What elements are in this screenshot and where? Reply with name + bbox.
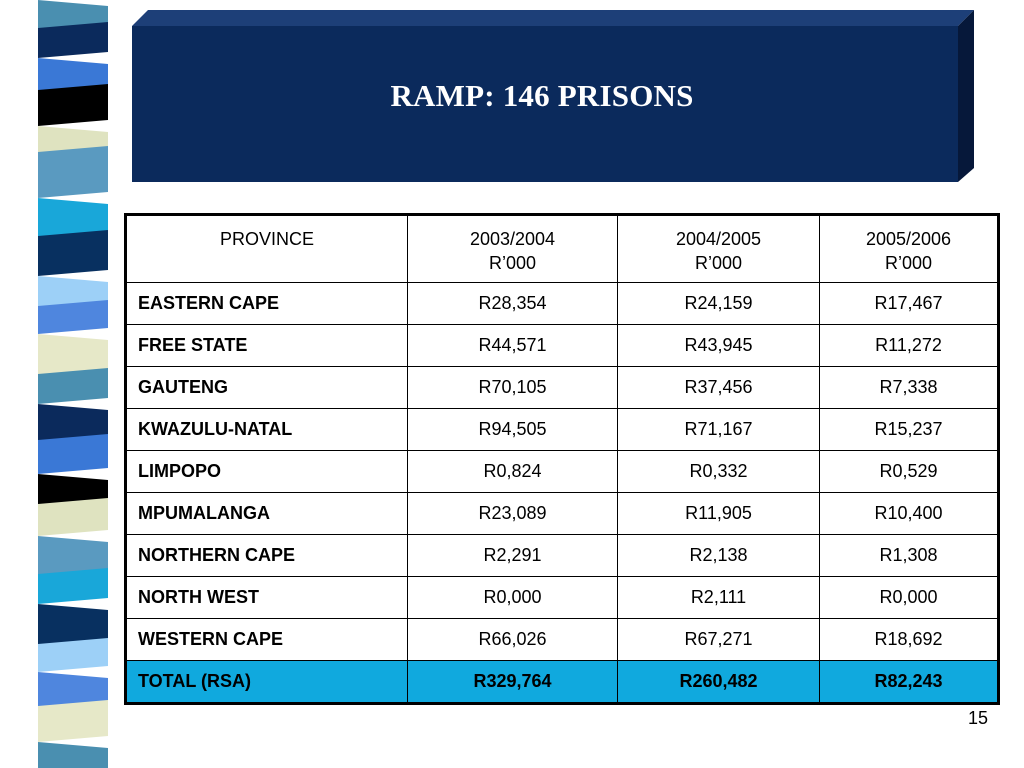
province-cell: NORTH WEST (126, 577, 408, 619)
province-cell: KWAZULU-NATAL (126, 409, 408, 451)
province-cell: WESTERN CAPE (126, 619, 408, 661)
budget-value-cell: R1,308 (820, 535, 999, 577)
budget-value-cell: R11,272 (820, 325, 999, 367)
header-province: PROVINCE (126, 215, 408, 283)
budget-value-cell: R24,159 (618, 283, 820, 325)
budget-value-cell: R28,354 (408, 283, 618, 325)
table-header-row (126, 215, 999, 283)
table-row (126, 367, 999, 409)
budget-value-cell: R2,111 (618, 577, 820, 619)
table-row (126, 619, 999, 661)
page-number: 15 (967, 708, 988, 728)
budget-value-cell: R10,400 (820, 493, 999, 535)
stripe-band (38, 568, 108, 604)
budget-value-cell: R15,237 (820, 409, 999, 451)
stripe-band (38, 368, 108, 404)
province-cell: NORTHERN CAPE (126, 535, 408, 577)
table-row (126, 493, 999, 535)
province-cell: FREE STATE (126, 325, 408, 367)
stripe-band (38, 300, 108, 334)
slide-title: RAMP: 146 PRISONS (390, 78, 694, 113)
budget-value-cell: R0,000 (820, 577, 999, 619)
budget-value-cell: R44,571 (408, 325, 618, 367)
header-2004-2005: 2004/2005 R’000 (618, 215, 820, 283)
province-cell: GAUTENG (126, 367, 408, 409)
province-cell: MPUMALANGA (126, 493, 408, 535)
budget-value-cell: R2,138 (618, 535, 820, 577)
budget-value-cell: R66,026 (408, 619, 618, 661)
prison-budget-table (124, 213, 1000, 705)
budget-value-cell: R71,167 (618, 409, 820, 451)
budget-value-cell: R0,000 (408, 577, 618, 619)
budget-value-cell: R0,824 (408, 451, 618, 493)
header-2003-2004: 2003/2004 R’000 (408, 215, 618, 283)
stripe-band (38, 434, 108, 474)
province-cell: EASTERN CAPE (126, 283, 408, 325)
budget-value-cell: R0,529 (820, 451, 999, 493)
budget-value-cell: R70,105 (408, 367, 618, 409)
table-total-row (126, 661, 999, 704)
budget-value-cell: R67,271 (618, 619, 820, 661)
stripe-band (38, 146, 108, 198)
budget-value-cell: R94,505 (408, 409, 618, 451)
budget-value-cell: R0,332 (618, 451, 820, 493)
stripe-band (38, 700, 108, 742)
budget-value-cell: R17,467 (820, 283, 999, 325)
budget-value-cell: R43,945 (618, 325, 820, 367)
stripe-band (38, 84, 108, 126)
stripe-band (38, 230, 108, 276)
budget-value-cell: R329,764 (408, 661, 618, 704)
province-cell: LIMPOPO (126, 451, 408, 493)
province-cell: TOTAL (RSA) (126, 661, 408, 704)
budget-value-cell: R7,338 (820, 367, 999, 409)
table-row (126, 577, 999, 619)
table-row (126, 409, 999, 451)
table-row (126, 451, 999, 493)
budget-value-cell: R37,456 (618, 367, 820, 409)
header-2005-2006: 2005/2006 R’000 (820, 215, 999, 283)
budget-value-cell: R260,482 (618, 661, 820, 704)
stripe-band (38, 498, 108, 536)
budget-value-cell: R23,089 (408, 493, 618, 535)
budget-value-cell: R82,243 (820, 661, 999, 704)
stripe-band (38, 22, 108, 58)
budget-value-cell: R2,291 (408, 535, 618, 577)
decorative-stripe-strip (0, 0, 118, 768)
budget-value-cell: R18,692 (820, 619, 999, 661)
table-row (126, 325, 999, 367)
table-row (126, 283, 999, 325)
budget-value-cell: R11,905 (618, 493, 820, 535)
table-row (126, 535, 999, 577)
